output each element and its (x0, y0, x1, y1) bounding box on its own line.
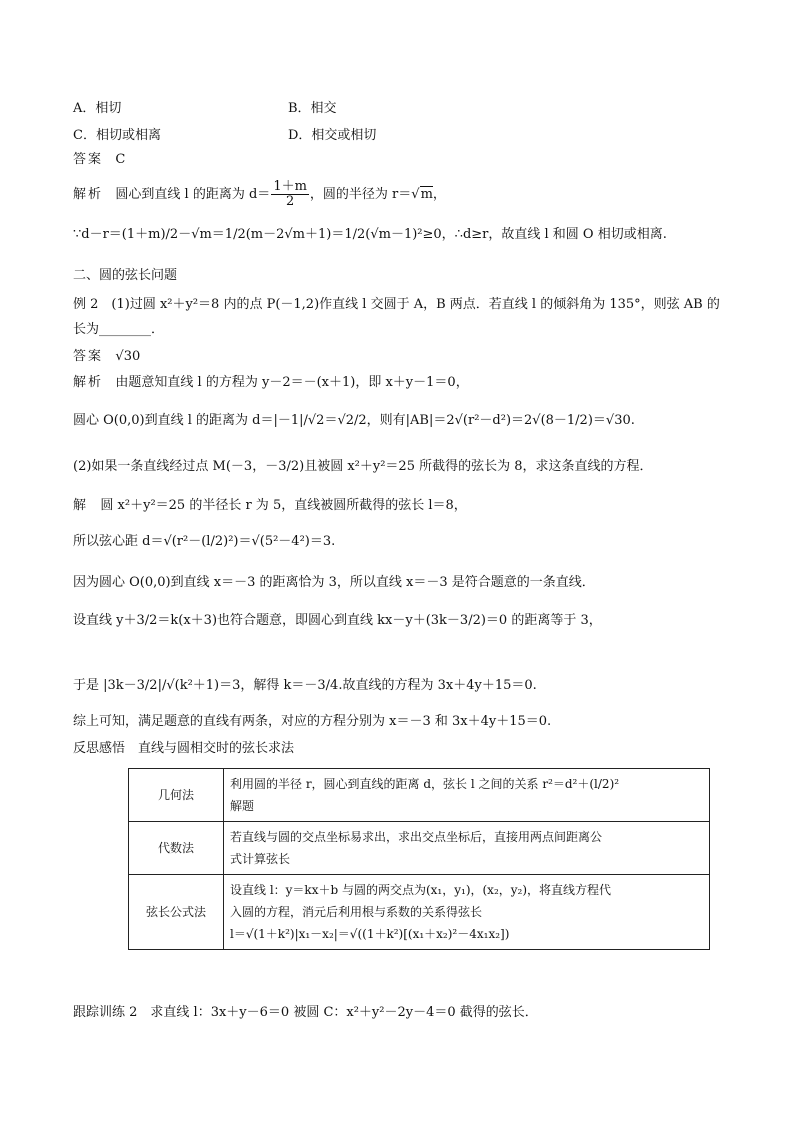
option-c: C．相切或相离 (73, 128, 161, 143)
method-name: 代数法 (129, 822, 224, 875)
table-row (129, 875, 710, 950)
option-d: D．相交或相切 (288, 128, 377, 143)
solution-3-line-6: 综上可知，满足题意的直线有两条，对应的方程分别为 x＝－3 和 3x＋4y＋15＝0. (73, 714, 552, 729)
method-desc: 利用圆的半径 r，圆心到直线的距离 d，弦长 l 之间的关系 r²＝d²＋(l/2)² 解题 (224, 769, 710, 822)
table-row (129, 822, 710, 875)
section-heading: 二、圆的弦长问题 (73, 268, 178, 283)
solution-3-line-4: 设直线 y＋3/2＝k(x＋3)也符合题意，即圆心到直线 kx－y＋(3k－3/2)＝0 的距离等于 3， (73, 613, 602, 628)
example-2-line-2: 长为________． (73, 322, 165, 337)
solution-1-line-2: ∵d－r＝(1＋m)/2－√m＝1/2(m－2√m＋1)＝1/2(√m－1)²≥0，∴d≥r，故直线 l 和圆 O 相切或相离. (73, 227, 667, 242)
solution-2-line-2: 圆心 O(0,0)到直线 l 的距离为 d＝|－1|/√2＝√2/2，则有|AB|＝2√(r²－d²)＝2√(8－1/2)＝√30. (73, 413, 635, 428)
option-a: A．相切 (73, 101, 122, 116)
answer-2: 答案 √30 (73, 349, 141, 364)
method-desc: 设直线 l：y＝kx＋b 与圆的两交点为(x₁，y₁)，(x₂，y₂)，将直线方程代 入圆的方程，消元后利用根与系数的关系得弦长 l＝√(1＋k²)|x₁－x₂|＝√((1＋k²)[(x₁＋x₂)²－4x₁x₂]) (224, 875, 710, 950)
answer-value: C (115, 152, 126, 167)
table-row (129, 769, 710, 822)
option-b: B．相交 (288, 101, 337, 116)
solution-3-line-2: 所以弦心距 d＝√(r²－(l/2)²)＝√(5²－4²)＝3. (73, 534, 336, 549)
method-name: 弦长公式法 (129, 875, 224, 950)
solution-label: 解析 (73, 187, 104, 202)
practice-problem: 跟踪训练 2 求直线 l：3x＋y－6＝0 被圆 C：x²＋y²－2y－4＝0 截得的弦长． (73, 1005, 538, 1020)
answer-1 (73, 151, 125, 169)
method-desc: 若直线与圆的交点坐标易求出，求出交点坐标后，直接用两点间距离公 式计算弦长 (224, 822, 710, 875)
example-2-line-1: 例 2 (1)过圆 x²＋y²＝8 内的点 P(－1,2)作直线 l 交圆于 A，B 两点．若直线 l 的倾斜角为 135°，则弦 AB 的 (73, 297, 720, 312)
solution-3-line-5: 于是 |3k－3/2|/√(k²＋1)＝3，解得 k＝－3/4.故直线的方程为 3x＋4y＋15＝0. (73, 678, 537, 693)
example-2-part-2: (2)如果一条直线经过点 M(－3，－3/2)且被圆 x²＋y²＝25 所截得的弦长为 8，求这条直线的方程． (73, 459, 653, 474)
solution-2-line-1: 解析 由题意知直线 l 的方程为 y－2＝－(x＋1)，即 x＋y－1＝0， (73, 375, 469, 390)
method-name: 几何法 (129, 769, 224, 822)
answer-label: 答案 (73, 152, 104, 167)
solution-3-line-3: 因为圆心 O(0,0)到直线 x＝－3 的距离恰为 3，所以直线 x＝－3 是符合题意的一条直线． (73, 575, 595, 590)
method-table (128, 768, 710, 950)
solution-1-line-1: 解析 圆心到直线 l 的距离为 d＝ $\frac{1+m}{2}$ ，圆的半径为 r＝√m， (73, 179, 446, 209)
solution-3-line-1: 解 圆 x²＋y²＝25 的半径长 r 为 5，直线被圆所截得的弦长 l＝8， (73, 498, 467, 513)
fraction: $\frac{1+m}{2}$ (273, 179, 307, 209)
reflection-heading: 反思感悟 直线与圆相交时的弦长求法 (73, 741, 295, 756)
